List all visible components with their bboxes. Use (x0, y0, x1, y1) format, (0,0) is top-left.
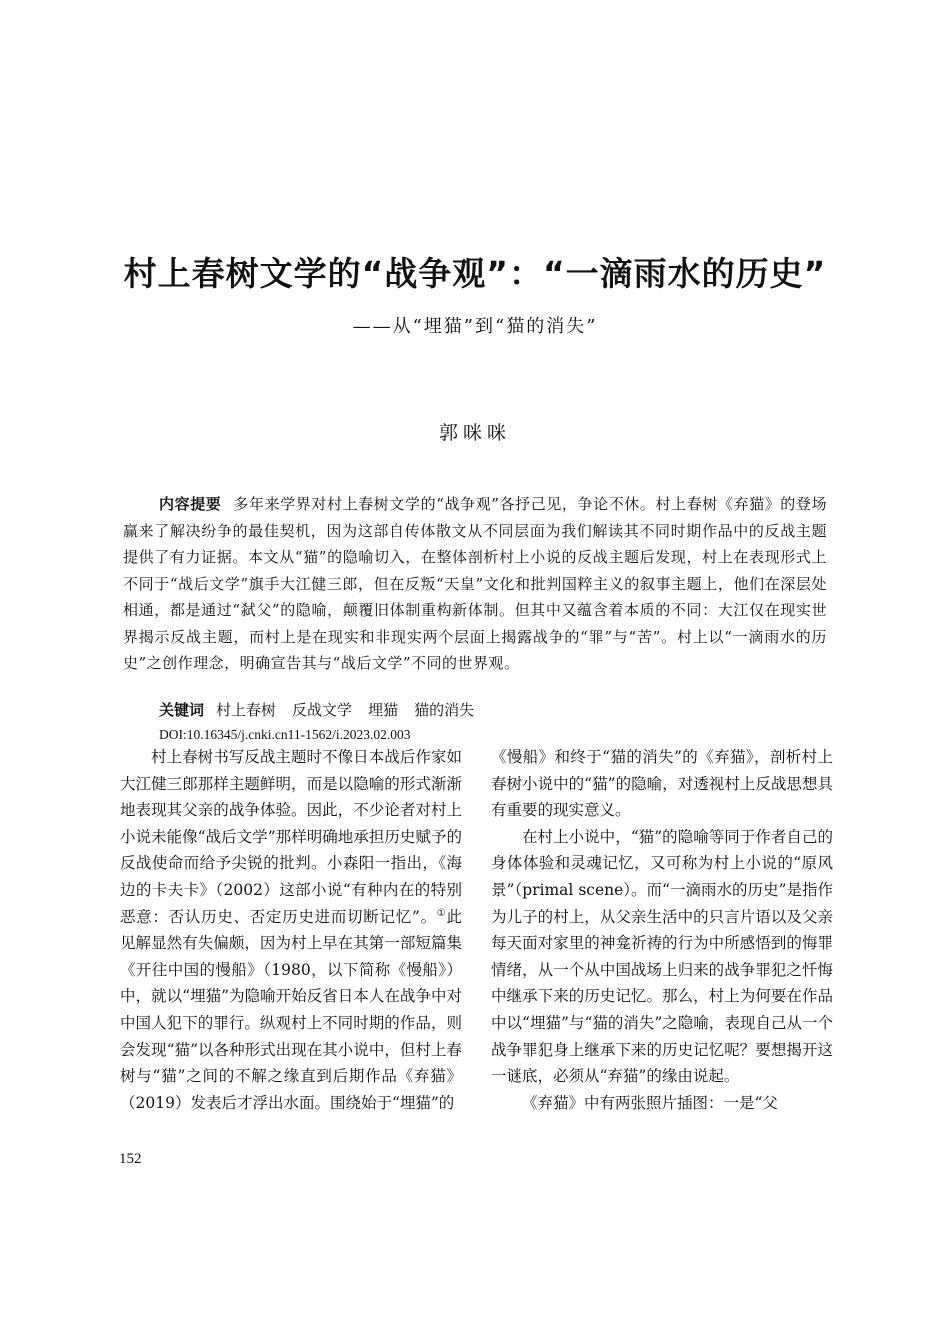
keywords (123, 697, 827, 723)
keyword: 村上春树 (216, 701, 277, 719)
body-column-left (120, 744, 462, 1116)
body-paragraph: 《弃猫》中有两张照片插图：一是“父 (522, 1093, 778, 1112)
doi: DOI:10.16345/j.cnki.cn11-1562/i.2023.02.003 (159, 727, 411, 742)
body-paragraph: 《慢船》和终于“猫的消失”的《弃猫》，剖析村上春树小说中的“猫”的隐喻，对透视村上反战思想具有重要的现实意义。 (491, 748, 833, 820)
keywords-label: 关键词 (159, 701, 205, 719)
abstract-text: 多年来学界对村上春树文学的“战争观”各抒己见，争论不休。村上春树《弃猫》的登场赢来了解决纷争的最佳契机，因为这部自传体散文从不同层面为我们解读其不同时期作品中的反战主题提供了有力证据。本文从“猫”的隐喻切入，在整体剖析村上小说的反战主题后发现，村上在表现形式上不同于“战后文学”旗手大江健三郎，但在反叛“天皇”文化和批判国粹主义的叙事主题上，他们在深层处相通，都是通过“弑父”的隐喻，颠覆旧体制重构新体制。但其中又蕴含着本质的不同：大江仅在现实世界揭示反战主题，而村上是在现实和非现实两个层面上揭露战争的“罪”与“苦”。村上以“一滴雨水的历史”之创作理念，明确宣告其与“战后文学”不同的世界观。 (123, 495, 827, 672)
abstract-label: 内容提要 (159, 495, 222, 513)
body-paragraph: 村上春树书写反战主题时不像日本战后作家如大江健三郎那样主题鲜明，而是以隐喻的形式渐渐地表现其父亲的战争体验。因此，不少论者对村上小说未能像“战后文学”那样明确地承担历史赋予的反战使命而给予尖锐的批判。小森阳一指出，《海边的卡夫卡》（2002）这部小说“有种内在的特别恶意：否认历史、否定历史进而切断记忆”。①此见解显然有失偏颇，因为村上早在其第一部短篇集《开往中国的慢船》（1980，以下简称《慢船》）中，就以“埋猫”为隐喻开始反省日本人在战争中对中国人犯下的罪行。纵观村上不同时期的作品，则会发现“猫”以各种形式出现在其小说中，但村上春树与“猫”之间的不解之缘直到后期作品《弃猫》（2019）发表后才浮出水面。围绕始于“埋猫”的 (120, 748, 462, 1112)
keyword: 埋猫 (368, 701, 399, 719)
body-column-right (491, 744, 833, 1116)
article-subtitle: ——从“埋猫”到“猫的消失” (352, 316, 598, 337)
body-paragraph: 在村上小说中，“猫”的隐喻等同于作者自己的身体体验和灵魂记忆，又可称为村上小说的“原风景”（primal scene）。而“一滴雨水的历史”是指作为儿子的村上，从父亲生活中的只言片语以及父亲每天面对家里的神龛祈祷的行为中所感悟到的悔罪情绪，从一个从中国战场上归来的战争罪犯之忏悔中继承下来的历史记忆。那么，村上为何要在作品中以“埋猫”与“猫的消失”之隐喻，表现自己从一个战争罪犯身上继承下来的历史记忆呢？要想揭开这一谜底，必须从“弃猫”的缘由说起。 (491, 827, 833, 1086)
page-number: 152 (119, 1151, 142, 1167)
keyword: 反战文学 (292, 701, 353, 719)
author-name: 郭咪咪 (438, 422, 511, 444)
article-title: 村上春树文学的“战争观”：“一滴雨水的历史” (123, 254, 827, 293)
footnote-marker[interactable]: ① (436, 907, 447, 919)
abstract (123, 491, 827, 677)
keyword: 猫的消失 (414, 701, 475, 719)
